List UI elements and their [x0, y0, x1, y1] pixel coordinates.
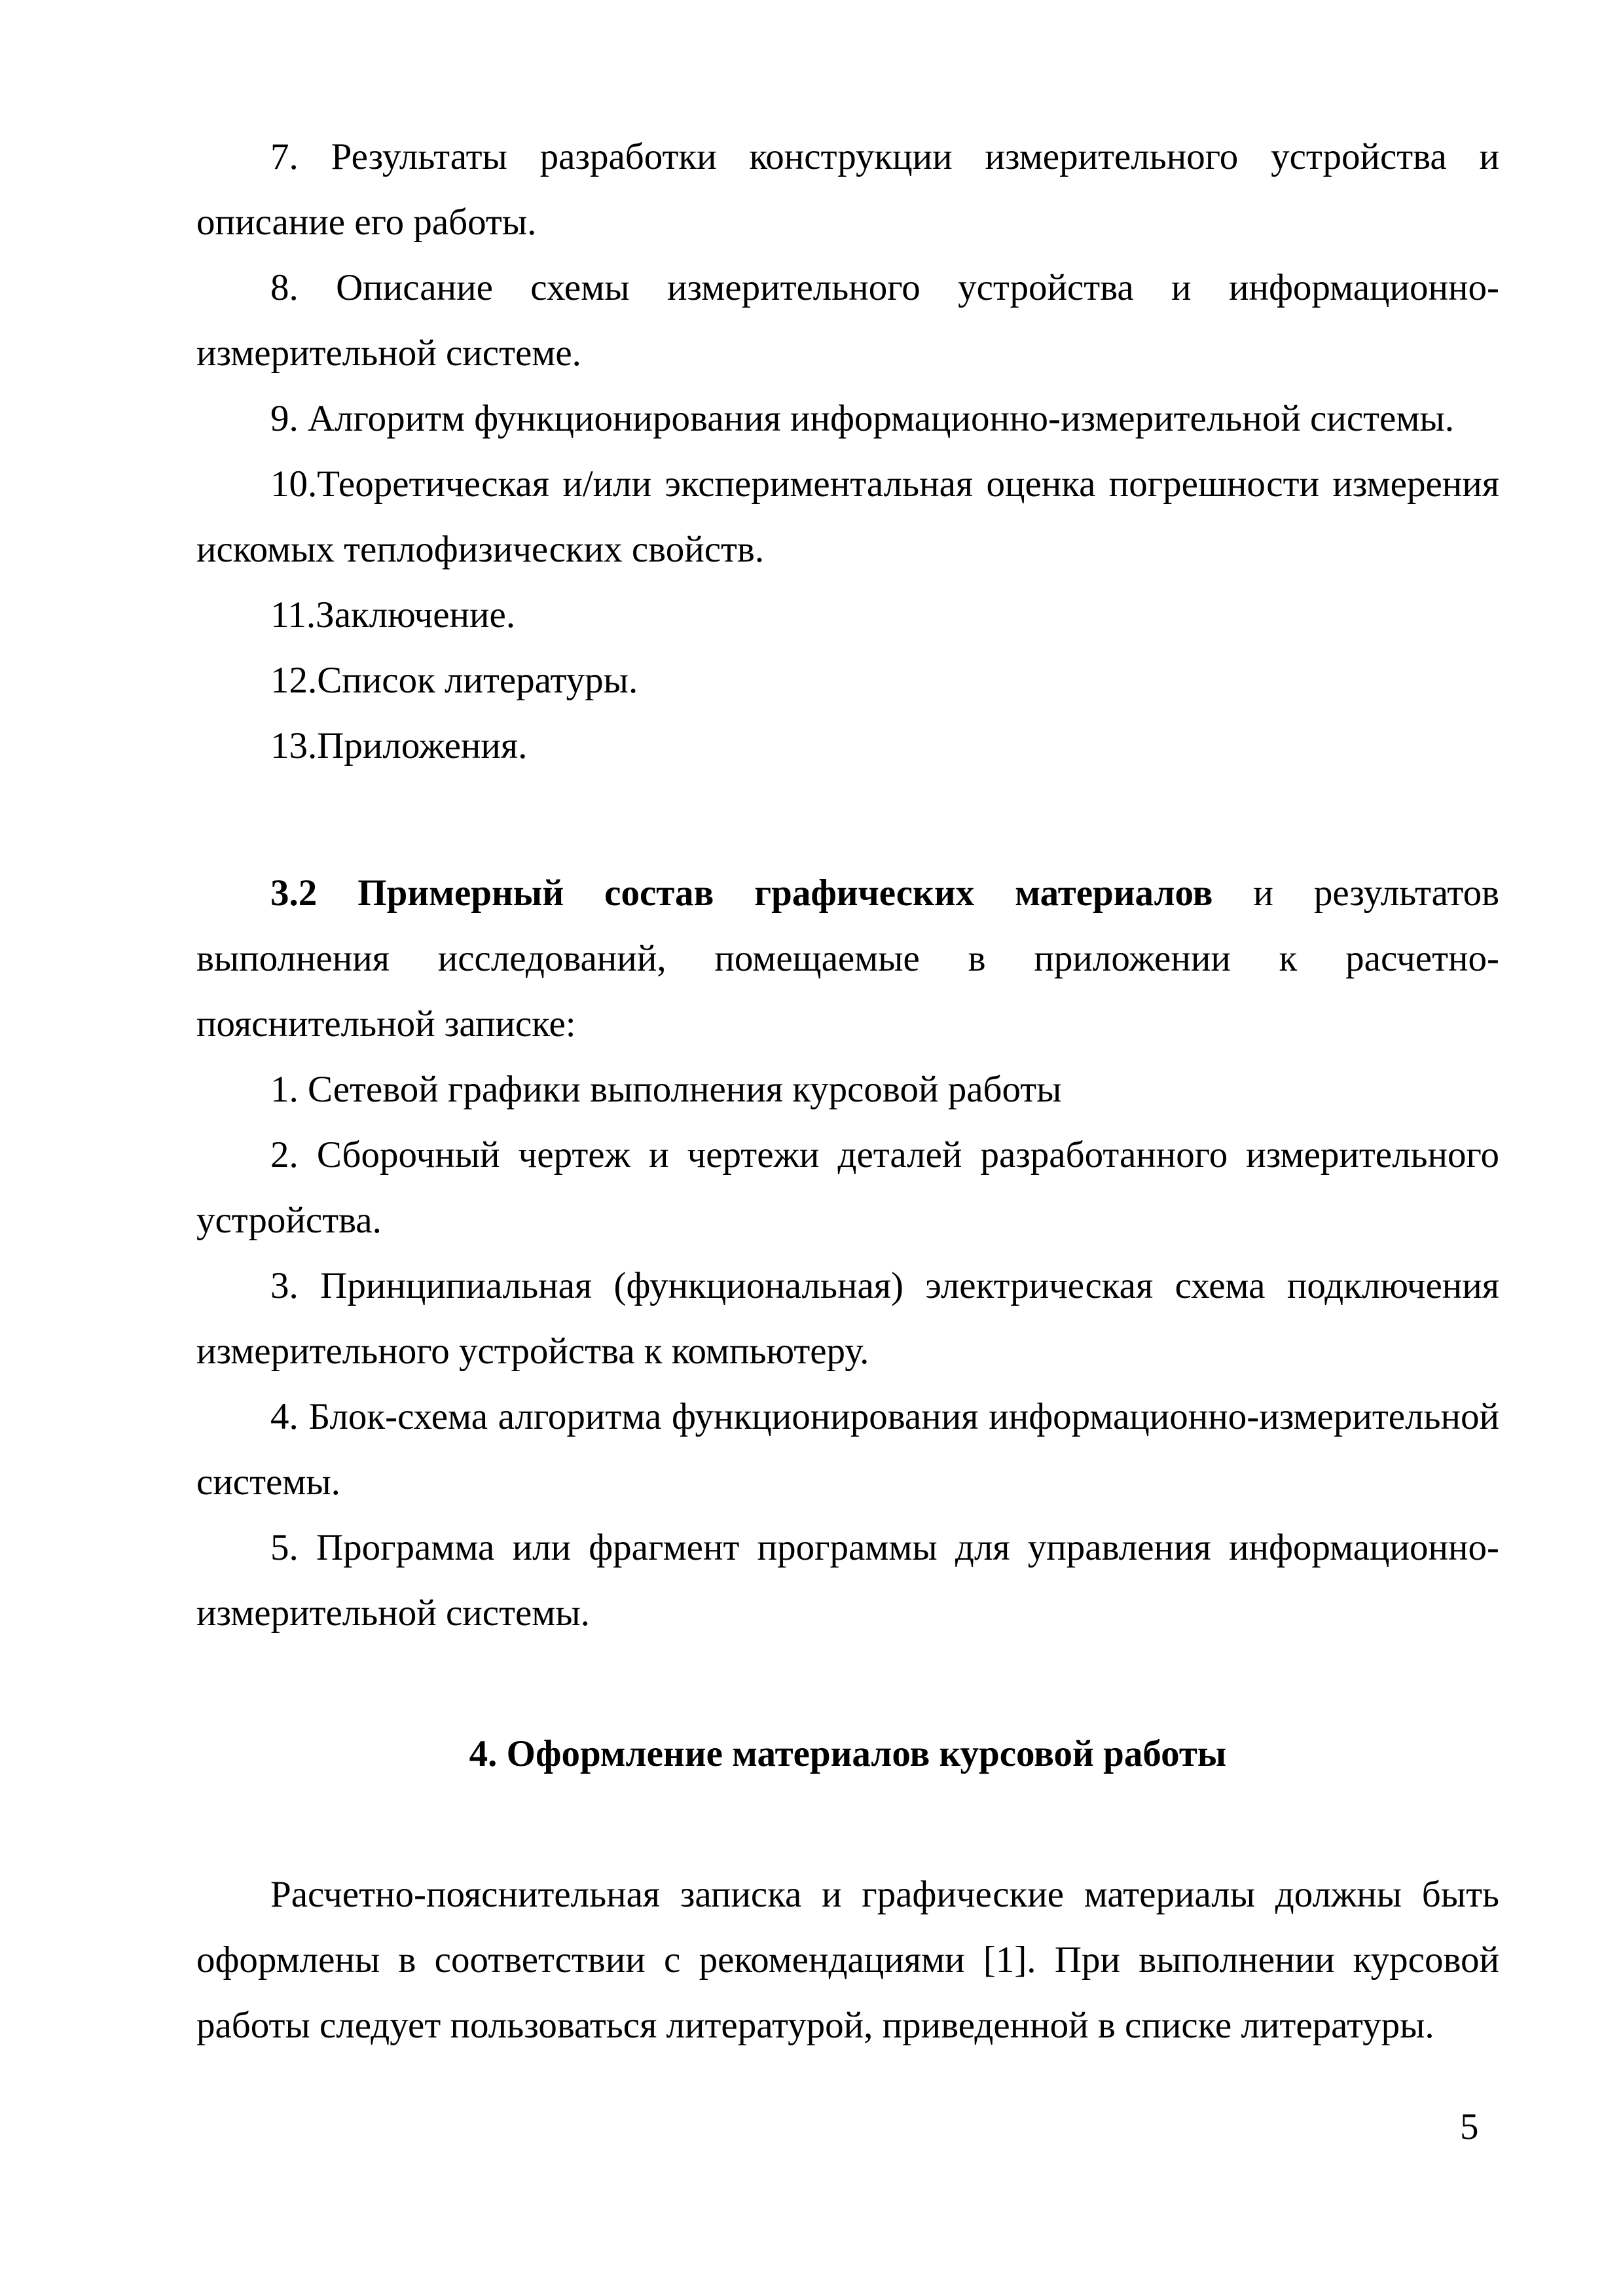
list-item-number: 10.	[270, 463, 318, 505]
page-number: 5	[1460, 2106, 1479, 2147]
section-4-paragraph: Расчетно-пояснительная записка и графические материалы должны быть оформлены в соответствии с рекомендациями [1]. При выполнении курсовой работы следует пользоваться литературой, приведенной в списке литературы.	[196, 1874, 1499, 2046]
list-item-text: Список литературы.	[317, 660, 638, 701]
list-item	[196, 648, 1499, 713]
list-item-text: Сетевой графики выполнения курсовой работы	[308, 1069, 1062, 1110]
list-item-text: Заключение.	[316, 594, 516, 636]
list-item	[196, 583, 1499, 648]
list-item-number: 8.	[270, 267, 299, 308]
list-item-number: 1.	[270, 1069, 299, 1110]
list-item	[196, 255, 1499, 386]
list-item-text: Принципиальная (функциональная) электрическая схема подключения измерительного устройства к компьютеру.	[196, 1265, 1500, 1372]
section-title: Примерный состав графических материалов	[357, 872, 1213, 914]
list-item-number: 7.	[270, 136, 299, 177]
list-item-text: Алгоритм функционирования информационно-измерительной системы.	[308, 398, 1454, 439]
list-item	[196, 452, 1499, 583]
list-item-number: 13.	[270, 725, 318, 766]
section-4-heading: 4. Оформление материалов курсовой работы	[469, 1733, 1227, 1774]
section-number: 3.2	[270, 872, 318, 914]
list-item-number: 4.	[270, 1396, 299, 1437]
list-item-text: Теоретическая и/или экспериментальная оценка погрешности измерения искомых теплофизических свойств.	[196, 463, 1499, 570]
section-3-2-paragraph	[196, 861, 1499, 1057]
list-item-number: 9.	[270, 398, 299, 439]
list-item	[196, 1515, 1499, 1646]
list-item	[196, 1384, 1499, 1515]
list-item-text: Сборочный чертеж и чертежи деталей разработанного измерительного устройства.	[196, 1134, 1499, 1241]
list-item-text: Результаты разработки конструкции измерительного устройства и описание его работы.	[196, 136, 1500, 243]
list-item-number: 2.	[270, 1134, 299, 1175]
list-item	[196, 1057, 1499, 1122]
list-item	[196, 713, 1499, 779]
list-item-number: 5.	[270, 1527, 299, 1568]
spacer	[196, 1646, 1499, 1721]
list-item-text: Приложения.	[317, 725, 528, 766]
list-item-number: 3.	[270, 1265, 299, 1306]
list-item	[196, 1122, 1499, 1253]
list-item	[196, 124, 1499, 255]
section-intro-text: и результатов выполнения исследований, помещаемые в приложении к расчетно-пояснительной записке:	[196, 872, 1499, 1045]
list-item-text: Блок-схема алгоритма функционирования информационно-измерительной системы.	[196, 1396, 1499, 1503]
list-item-text: Программа или фрагмент программы для управления информационно-измерительной системы.	[196, 1527, 1500, 1634]
list-item-number: 11.	[270, 594, 316, 636]
list-item-number: 12.	[270, 660, 318, 701]
list-item	[196, 1253, 1499, 1384]
document-page	[196, 124, 1499, 2058]
spacer	[196, 779, 1499, 861]
spacer	[196, 1787, 1499, 1862]
list-item	[196, 386, 1499, 452]
list-item-text: Описание схемы измерительного устройства и информационно-измерительной системе.	[196, 267, 1499, 374]
